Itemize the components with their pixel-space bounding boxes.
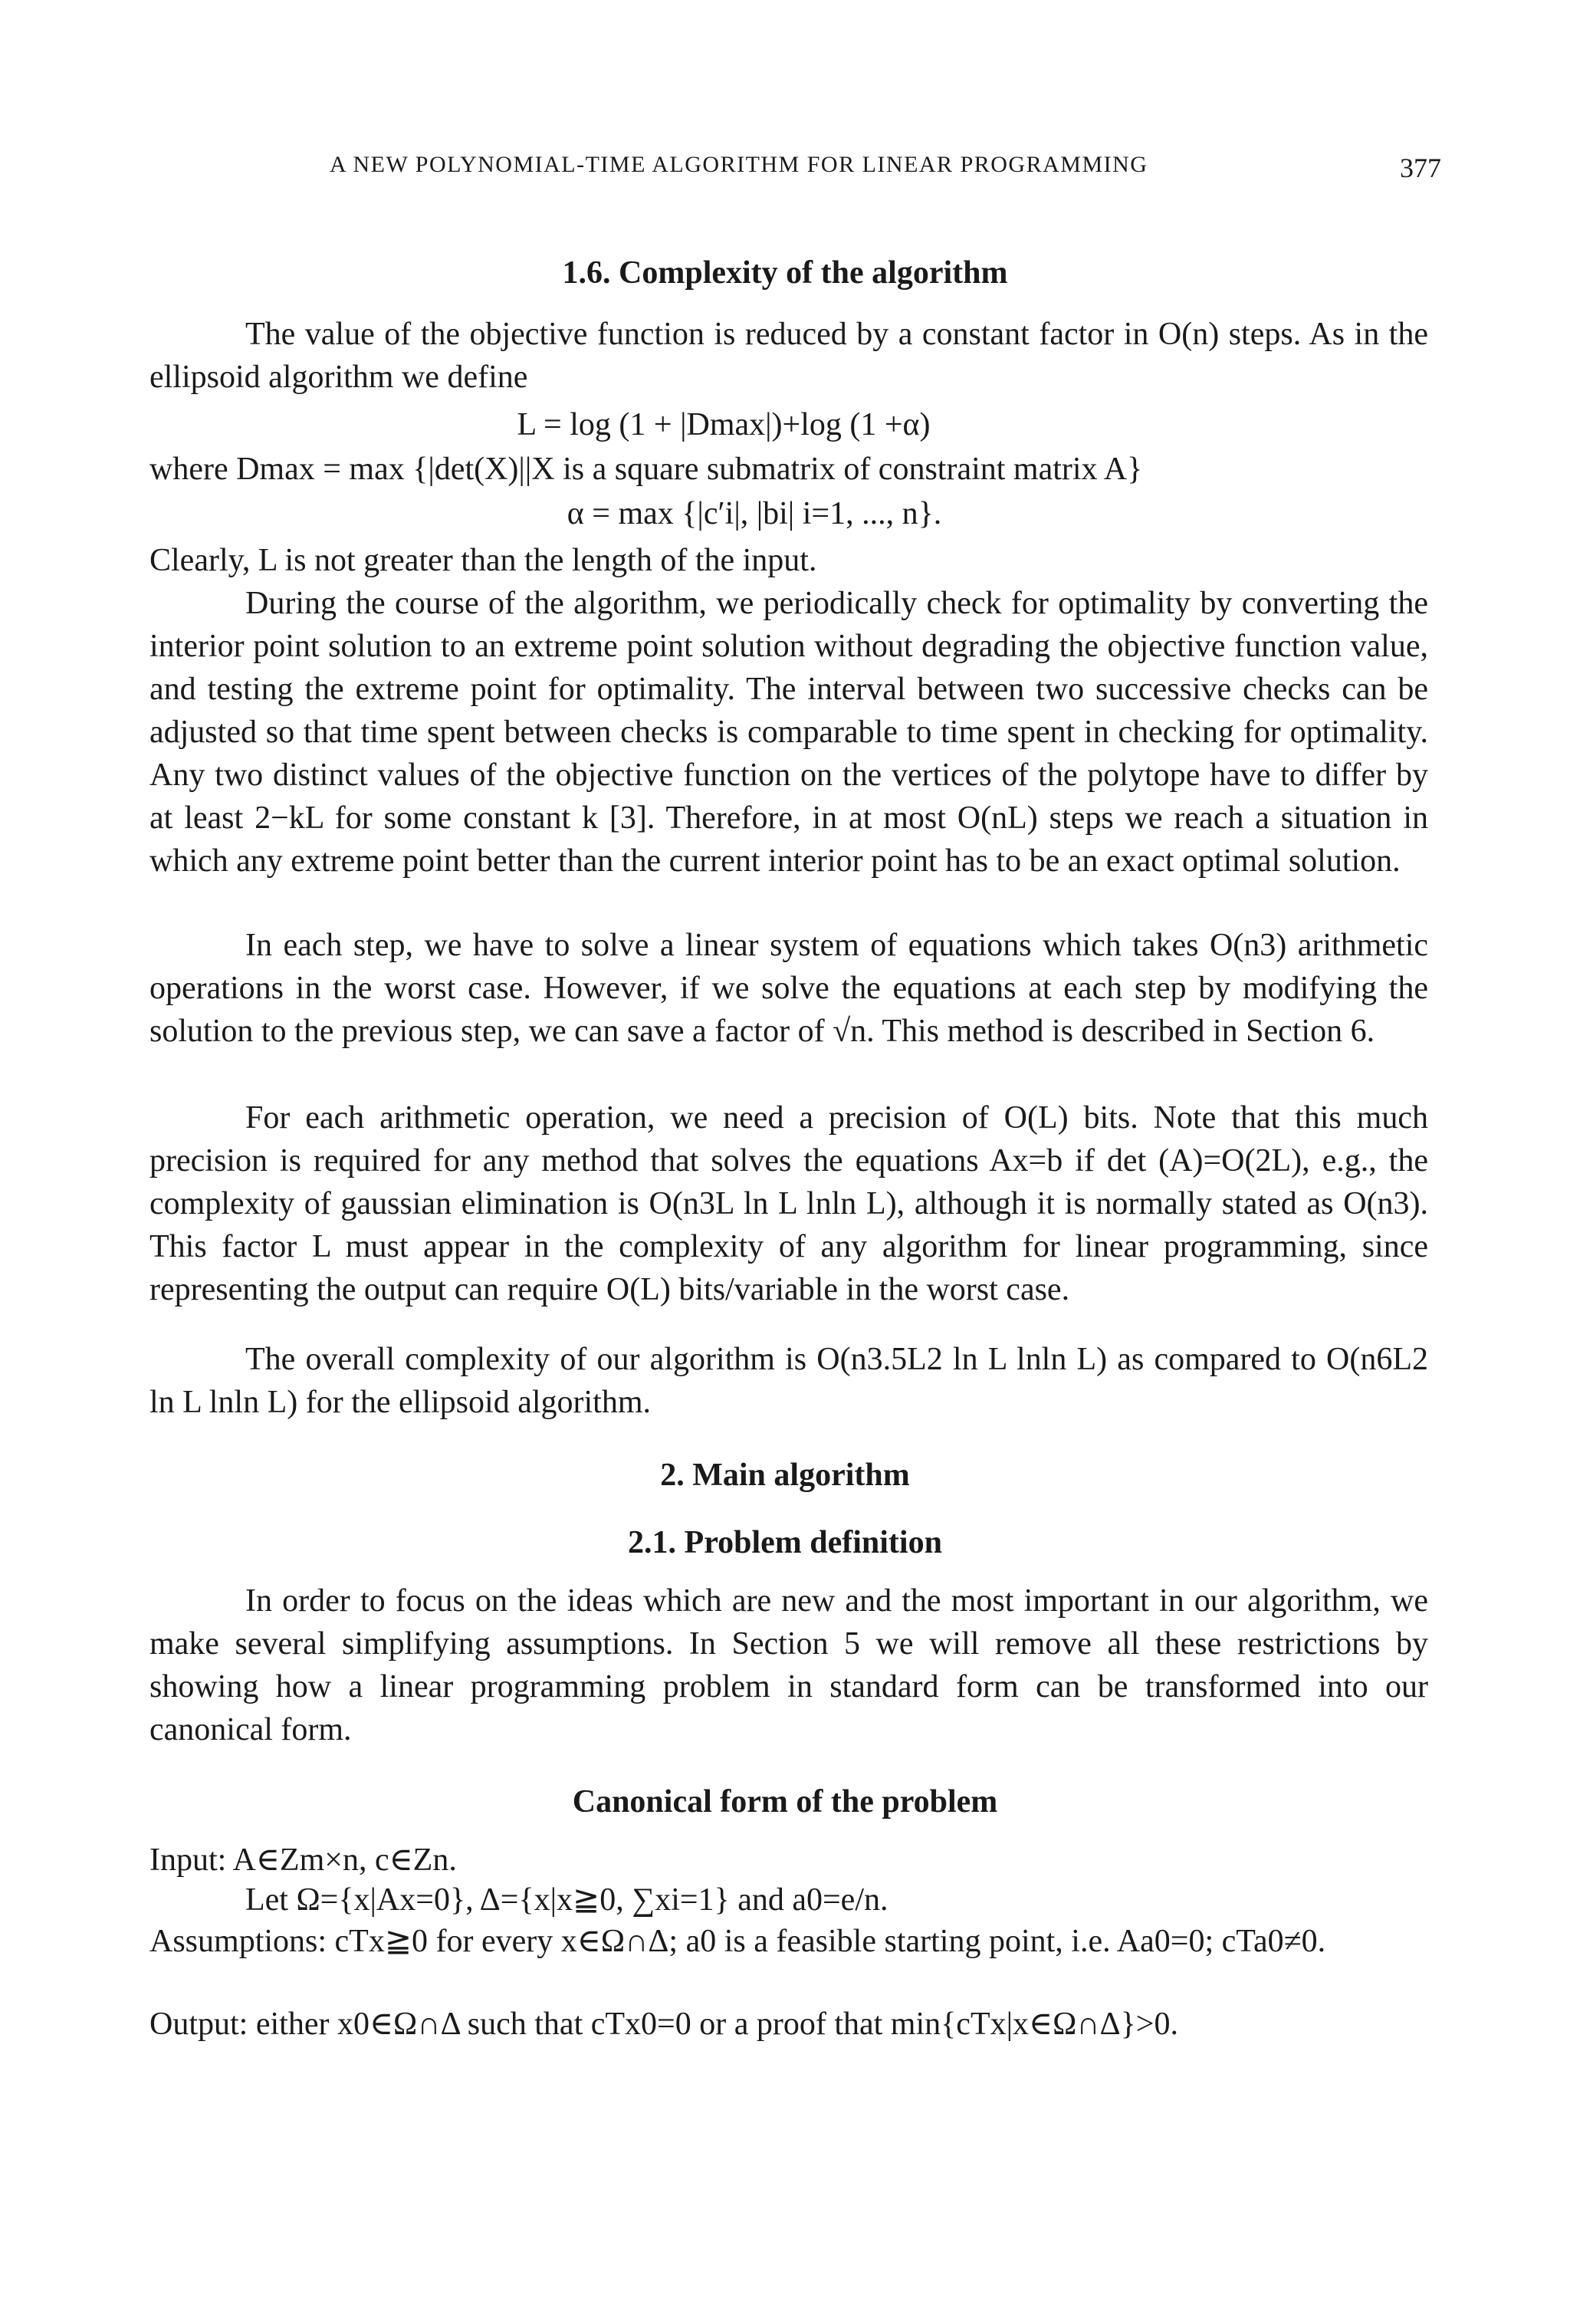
input-line: Input: A∈Zm×n, c∈Zn. bbox=[149, 1842, 457, 1878]
equation-Dmax: where Dmax = max {|det(X)||X is a square submatrix of constraint matrix A} bbox=[149, 452, 1143, 487]
equation-alpha: α = max {|c′i|, |bi| i=1, ..., n}. bbox=[567, 496, 942, 531]
paragraph-overall-complexity bbox=[149, 1338, 1428, 1424]
subsection-title-canonical: Canonical form of the problem bbox=[572, 1784, 998, 1819]
paragraph-linear-system bbox=[149, 924, 1428, 1053]
paragraph-optimality-checks bbox=[149, 582, 1428, 883]
section-title-1-6: 1.6. Complexity of the algorithm bbox=[562, 255, 1008, 291]
paragraph-text: During the course of the algorithm, we periodically check for optimality by converting the interior point solution to an extreme point solution without degrading the objective function value, and testing the extreme point for optimality. The interval between two successive checks can be adjusted so that time spent between checks is comparable to time spent in checking for optimality. Any two distinct values of the objective function on the vertices of the polytope have to differ by at least 2−kL for some constant k [3]. Therefore, in at most O(nL) steps we reach a situation in which any extreme point better than the current interior point has to be an exact optimal solution. bbox=[149, 586, 1428, 879]
paragraph-text: The overall complexity of our algorithm is O(n3.5L2 ln L lnln L) as compared to O(n6L2 ln L lnln L) for the ellipsoid algorithm. bbox=[149, 1342, 1428, 1420]
paragraph-clearly bbox=[149, 539, 1428, 582]
let-line: Let Ω={x|Ax=0}, Δ={x|x≧0, ∑xi=1} and a0=e/n. bbox=[245, 1882, 888, 1918]
paragraph-problem-definition bbox=[149, 1579, 1428, 1751]
page-number: 377 bbox=[1400, 153, 1441, 183]
paragraph-text: The value of the objective function is reduced by a constant factor in O(n) steps. As in the ellipsoid algorithm we define bbox=[149, 317, 1428, 395]
assumptions-text: Assumptions: cTx≧0 for every x∈Ω∩Δ; a0 is a feasible starting point, i.e. Aa0=0; cTa0≠0. bbox=[149, 1924, 1326, 1959]
equation-L: L = log (1 + |Dmax|)+log (1 +α) bbox=[517, 407, 931, 442]
paragraph-text: For each arithmetic operation, we need a precision of O(L) bits. Note that this much precision is required for any method that solves the equations Ax=b if det (A)=O(2L), e.g., the complexity of gaussian elimination is O(n3L ln L lnln L), although it is normally stated as O(n3). This factor L must appear in the complexity of any algorithm for linear programming, since representing the output can require O(L) bits/variable in the worst case. bbox=[149, 1100, 1428, 1307]
paragraph-text: Clearly, L is not greater than the length of the input. bbox=[149, 543, 817, 578]
paragraph-precision bbox=[149, 1096, 1428, 1311]
section-title-2: 2. Main algorithm bbox=[660, 1458, 910, 1493]
output-line: Output: either x0∈Ω∩Δ such that cTx0=0 or a proof that min{cTx|x∈Ω∩Δ}>0. bbox=[149, 2007, 1178, 2042]
assumptions-block bbox=[149, 1920, 1428, 1963]
running-header: A NEW POLYNOMIAL-TIME ALGORITHM FOR LINEAR PROGRAMMING bbox=[330, 152, 1148, 177]
paragraph-intro bbox=[149, 313, 1428, 399]
paragraph-text: In order to focus on the ideas which are new and the most important in our algorithm, we make several simplifying assumptions. In Section 5 we will remove all these restrictions by showing how a linear programming problem in standard form can be transformed into our canonical form. bbox=[149, 1583, 1428, 1747]
paragraph-text: In each step, we have to solve a linear system of equations which takes O(n3) arithmetic operations in the worst case. However, if we solve the equations at each step by modifying the solution to the previous step, we can save a factor of √n. This method is described in Section 6. bbox=[149, 928, 1428, 1049]
section-title-2-1: 2.1. Problem definition bbox=[628, 1525, 942, 1560]
